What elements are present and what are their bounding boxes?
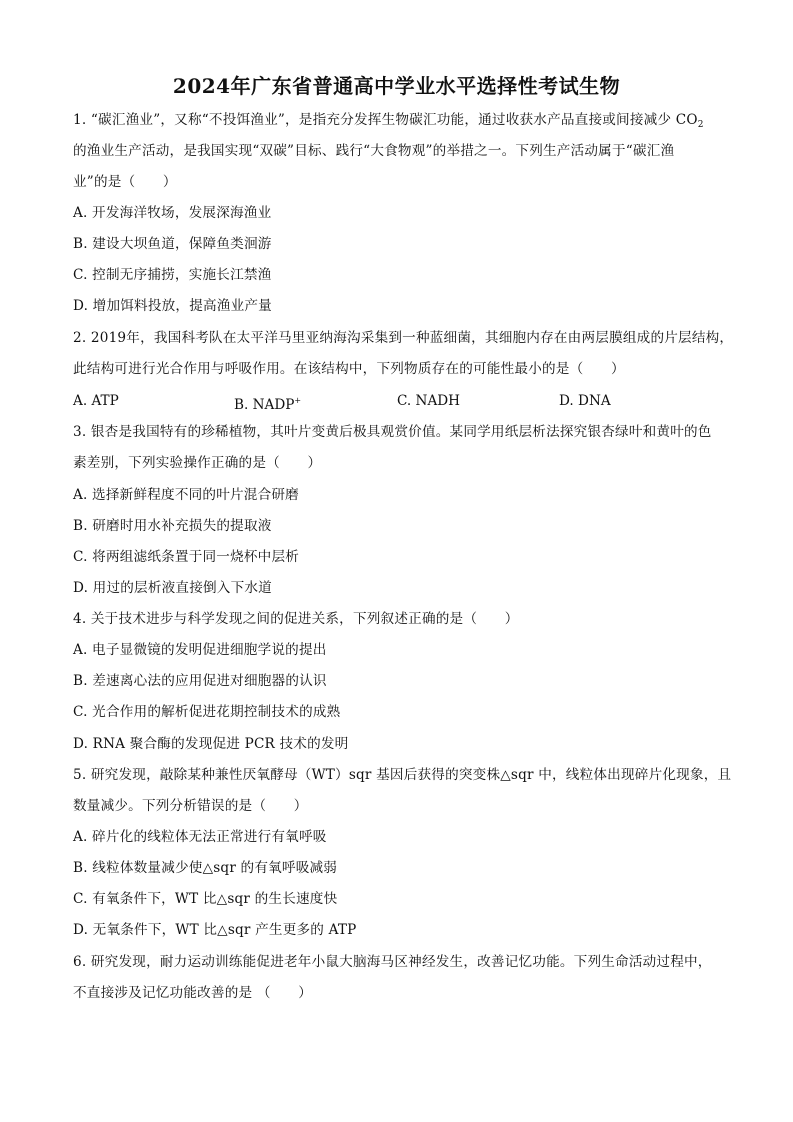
question-1-stem-line-2: 的渔业生产活动，是我国实现“双碳”目标、践行“大食物观”的举措之一。下列生产活动属于“碳汇渔	[73, 143, 675, 159]
subscript: 2	[697, 120, 704, 130]
question-1-option-a: A. 开发海洋牧场，发展深海渔业	[73, 205, 272, 221]
question-5-stem-line-2: 数量减少。下列分析错误的是（ ）	[73, 798, 308, 814]
question-5-option-b: B. 线粒体数量减少使△sqr 的有氧呼吸减弱	[73, 860, 338, 876]
question-2-option-c: C. NADH	[397, 393, 461, 409]
question-2-option-d: D. DNA	[559, 393, 611, 409]
question-4-option-b: B. 差速离心法的应用促进对细胞器的认识	[73, 673, 327, 689]
question-1-option-d: D. 增加饵料投放，提高渔业产量	[73, 298, 272, 314]
question-5-option-d: D. 无氧条件下，WT 比△sqr 产生更多的 ATP	[73, 922, 357, 938]
question-4-option-c: C. 光合作用的解析促进花期控制技术的成熟	[73, 704, 341, 720]
question-4-stem-line-1: 4. 关于技术进步与科学发现之间的促进关系，下列叙述正确的是（ ）	[73, 611, 519, 627]
page-title: 2024年广东省普通高中学业水平选择性考试生物	[172, 74, 621, 98]
question-6-stem-line-1: 6. 研究发现，耐力运动训练能促进老年小鼠大脑海马区神经发生，改善记忆功能。下列生命活动过程中，	[73, 954, 712, 970]
question-3-option-a: A. 选择新鲜程度不同的叶片混合研磨	[73, 487, 299, 503]
question-3-stem-line-1: 3. 银杏是我国特有的珍稀植物，其叶片变黄后极具观赏价值。某同学用纸层析法探究银杏绿叶和黄叶的色	[73, 424, 712, 440]
question-4-option-d: D. RNA 聚合酶的发现促进 PCR 技术的发明	[73, 736, 349, 752]
question-5-option-a: A. 碎片化的线粒体无法正常进行有氧呼吸	[73, 829, 327, 845]
question-1-option-b: B. 建设大坝鱼道，保障鱼类洄游	[73, 236, 272, 252]
question-2-option-b: B. NADP+	[234, 396, 302, 413]
superscript: +	[294, 396, 302, 405]
question-6-stem-line-2: 不直接涉及记忆功能改善的是 （ ）	[73, 985, 313, 1001]
question-5-stem-line-1: 5. 研究发现，敲除某种兼性厌氧酵母（WT）sqr 基因后获得的突变株△sqr 中，线粒体出现碎片化现象，且	[73, 767, 732, 783]
question-3-option-b: B. 研磨时用水补充损失的提取液	[73, 518, 272, 534]
question-1-stem-line-1: 1. “碳汇渔业”，又称“不投饵渔业”，是指充分发挥生物碳汇功能，通过收获水产品直接或间接减少 $CO_2$	[73, 112, 704, 130]
question-3-option-c: C. 将两组滤纸条置于同一烧杯中层析	[73, 549, 300, 565]
question-2-stem-line-2: 此结构可进行光合作用与呼吸作用。在该结构中，下列物质存在的可能性最小的是（ ）	[73, 361, 625, 377]
question-1-option-c: C. 控制无序捕捞，实施长江禁渔	[73, 267, 272, 283]
question-4-option-a: A. 电子显微镜的发明促进细胞学说的提出	[73, 642, 327, 658]
question-3-stem-line-2: 素差别，下列实验操作正确的是（ ）	[73, 455, 322, 471]
question-3-option-d: D. 用过的层析液直接倒入下水道	[73, 580, 272, 596]
question-2-stem-line-1: 2. 2019年，我国科考队在太平洋马里亚纳海沟采集到一种蓝细菌，其细胞内存在由两层膜组成的片层结构，	[73, 330, 734, 346]
question-5-option-c: C. 有氧条件下，WT 比△sqr 的生长速度快	[73, 891, 338, 907]
question-1-stem-line-3: 业”的是（ ）	[73, 174, 177, 190]
question-2-option-a: A. ATP	[73, 393, 119, 409]
